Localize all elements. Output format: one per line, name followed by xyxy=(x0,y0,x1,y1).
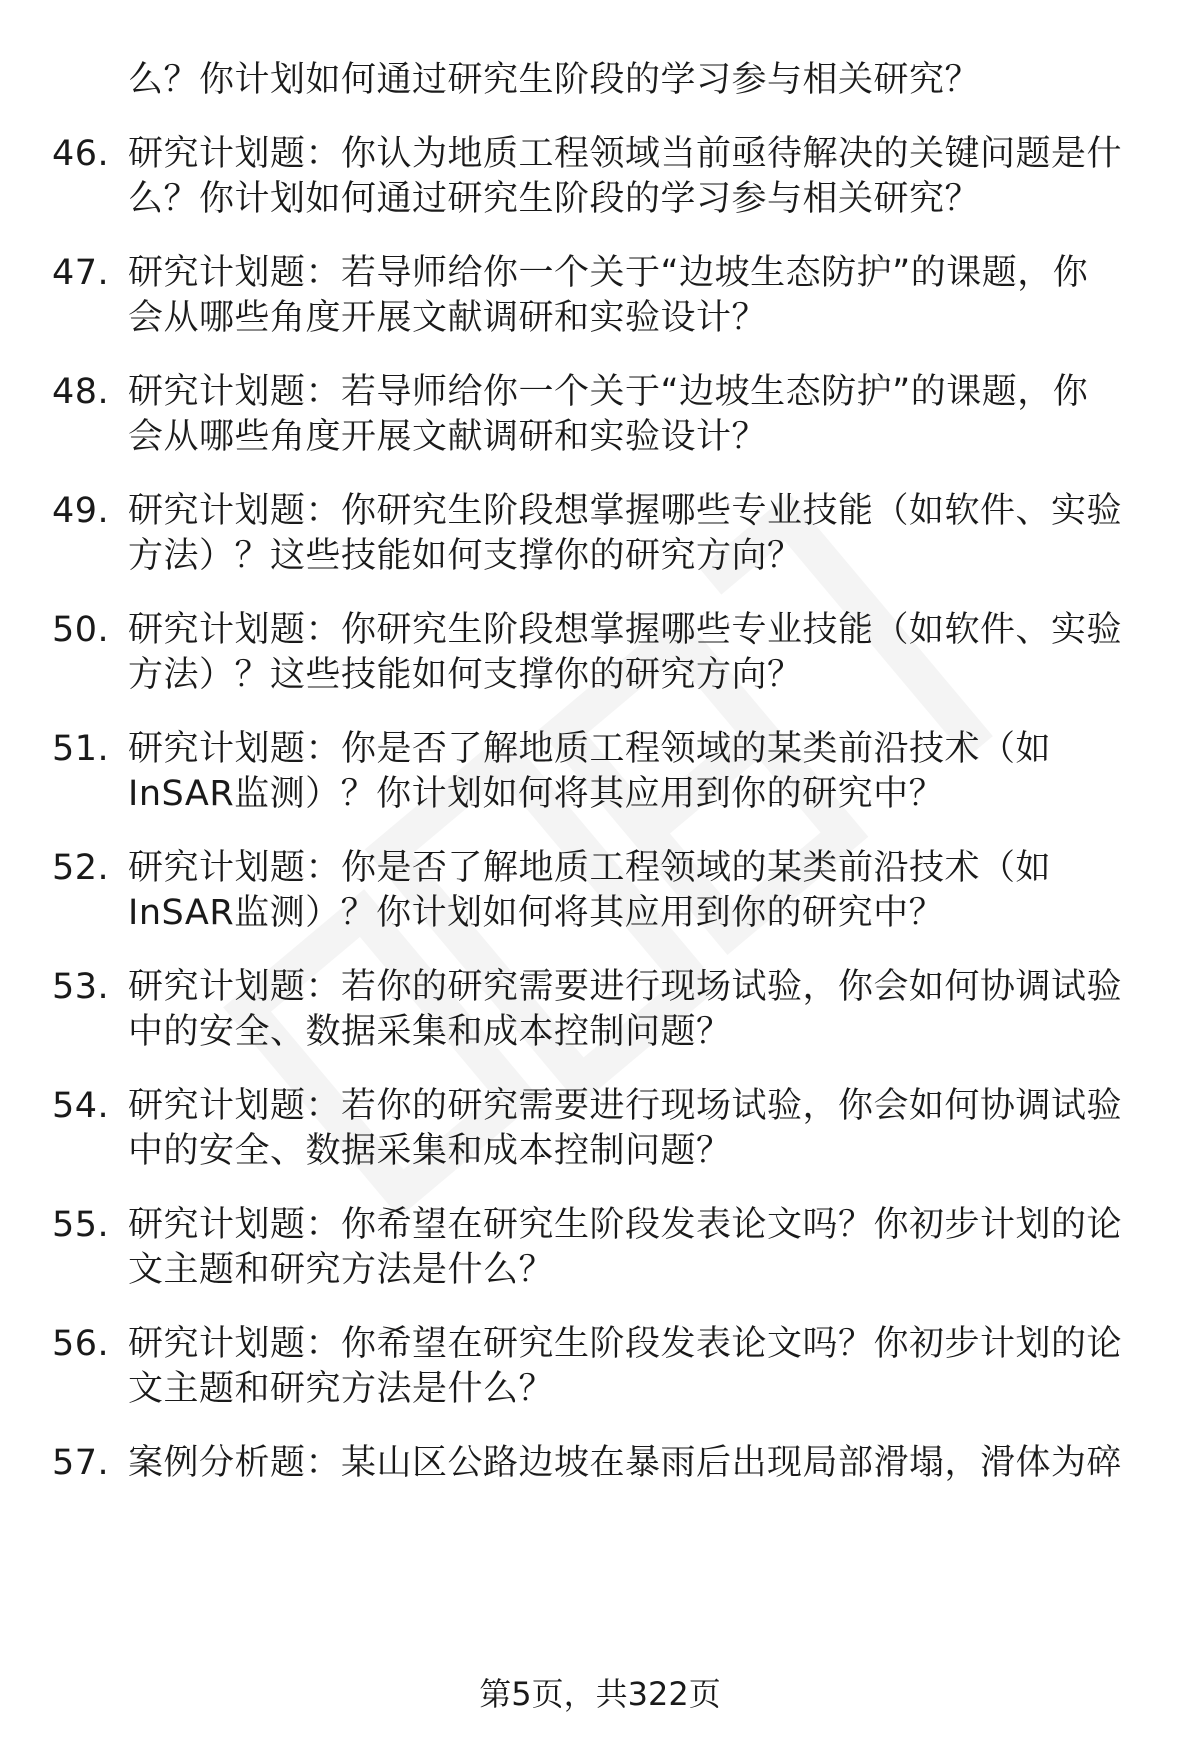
question-text: 方法）？这些技能如何支撑你的研究方向？ xyxy=(128,536,803,576)
question-number: 51. xyxy=(52,729,110,769)
question-text: 中的安全、数据采集和成本控制问题？ xyxy=(128,1012,732,1052)
page-footer: 第5页，共322页 xyxy=(479,1675,721,1713)
question-number: 50. xyxy=(52,610,110,650)
question-number: 52. xyxy=(52,848,110,888)
question-text: 文主题和研究方法是什么？ xyxy=(128,1250,555,1290)
question-text: 研究计划题：你希望在研究生阶段发表论文吗？你初步计划的论 xyxy=(128,1324,1123,1364)
document-page: 么？你计划如何通过研究生阶段的学习参与相关研究？ 46. 研究计划题：你认为地质工程领域当前亟待解决的关键问题是什 么？你计划如何通过研究生阶段的学习参与相关研究？ 47. 研究计划题：若导师给你一个关于“边坡生态防护”的课题，你 会从哪些角度开展文献调研和实验设计？ 48. 研究计划题：若导师给你一个关于“边坡生态防护”的课题，你 会从哪些角度开展文献调研和实验设计？ 49. 研究计划题：你研究生阶段想掌握哪些专业技能（如软件、实验 方法）？这些技能如何支撑你的研究方向？ 50. 研究计划题：你研究生阶段想掌握哪些专业技能（如软件、实验 方法）？这些技能如何支撑你的研究方向？ 51. 研究计划题：你是否了解地质工程领域的某类前沿技术（如 InSAR监测）？你计划如何将其应用到你的研究中？ 52. 研究计划题：你是否了解地质工程领域的某类前沿技术（如 InSAR监测）？你计划如何将其应用到你的研究中？ 53. 研究计划题：若你的研究需要进行现场试验，你会如何协调试验 中的安全、数据采集和成本控制问题？ 54. 研究计划题：若你的研究需要进行现场试验，你会如何协调试验 中的安全、数据采集和成本控制问题？ 55. 研究计划题：你希望在研究生阶段发表论文吗？你初步计划的论 文主题和研究方法是什么？ 56. 研究计划题：你希望在研究生阶段发表论文吗？你初步计划的论 文主题和研究方法是什么？ 57. 案例分析题：某山区公路边坡在暴雨后出现局部滑塌，滑体为碎 第5页，共322页 xyxy=(0,0,1200,1755)
question-text: 研究计划题：你认为地质工程领域当前亟待解决的关键问题是什 xyxy=(128,134,1123,174)
question-number: 48. xyxy=(52,372,110,412)
question-number: 53. xyxy=(52,967,110,1007)
question-text: 么？你计划如何通过研究生阶段的学习参与相关研究？ xyxy=(128,179,981,219)
question-number: 46. xyxy=(52,134,110,174)
question-number: 54. xyxy=(52,1086,110,1126)
question-text: 研究计划题：若导师给你一个关于“边坡生态防护”的课题，你 xyxy=(128,253,1089,293)
question-text: 研究计划题：若你的研究需要进行现场试验，你会如何协调试验 xyxy=(128,1086,1123,1126)
question-number: 49. xyxy=(52,491,110,531)
question-text: 案例分析题：某山区公路边坡在暴雨后出现局部滑塌，滑体为碎 xyxy=(128,1443,1123,1483)
question-text: 研究计划题：若导师给你一个关于“边坡生态防护”的课题，你 xyxy=(128,372,1089,412)
question-text: 方法）？这些技能如何支撑你的研究方向？ xyxy=(128,655,803,695)
question-text: 中的安全、数据采集和成本控制问题？ xyxy=(128,1131,732,1171)
question-number: 56. xyxy=(52,1324,110,1364)
question-text: 文主题和研究方法是什么？ xyxy=(128,1369,555,1409)
question-text: 研究计划题：你是否了解地质工程领域的某类前沿技术（如 xyxy=(128,729,1052,769)
question-number: 47. xyxy=(52,253,110,293)
question-number: 57. xyxy=(52,1443,110,1483)
question-text: 研究计划题：你研究生阶段想掌握哪些专业技能（如软件、实验 xyxy=(128,610,1123,650)
question-number: 55. xyxy=(52,1205,110,1245)
question-text: 会从哪些角度开展文献调研和实验设计？ xyxy=(128,417,768,457)
question-text: 研究计划题：你希望在研究生阶段发表论文吗？你初步计划的论 xyxy=(128,1205,1123,1245)
question-text: 研究计划题：若你的研究需要进行现场试验，你会如何协调试验 xyxy=(128,967,1123,1007)
question-text: InSAR监测）？你计划如何将其应用到你的研究中？ xyxy=(128,893,945,933)
question-text: 研究计划题：你研究生阶段想掌握哪些专业技能（如软件、实验 xyxy=(128,491,1123,531)
question-text: 研究计划题：你是否了解地质工程领域的某类前沿技术（如 xyxy=(128,848,1052,888)
question-text: 会从哪些角度开展文献调研和实验设计？ xyxy=(128,298,768,338)
question-text: InSAR监测）？你计划如何将其应用到你的研究中？ xyxy=(128,774,945,814)
